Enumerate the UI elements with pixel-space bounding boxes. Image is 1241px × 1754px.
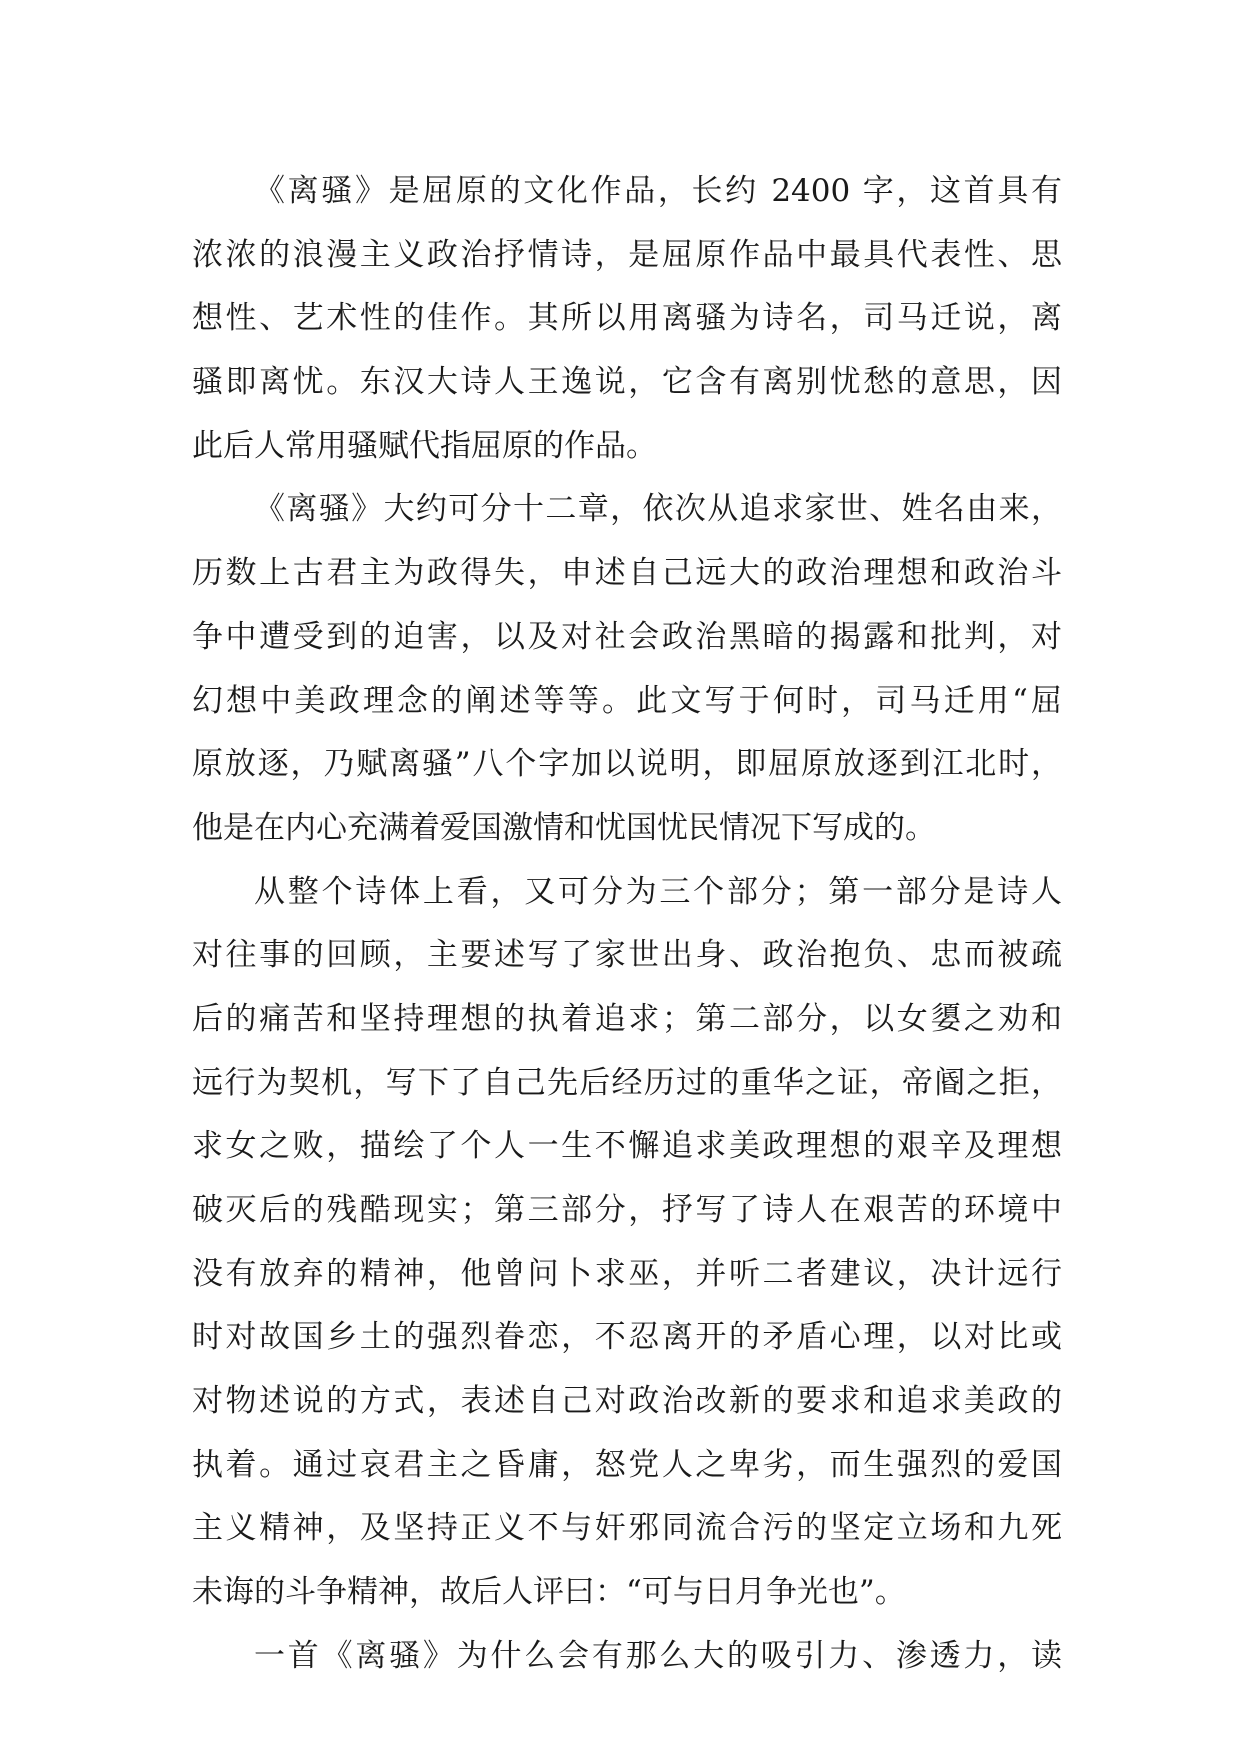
text-line: 从整个诗体上看，又可分为三个部分；第一部分是诗人 [254, 873, 1062, 910]
text-line: 原放逐，乃赋离骚”八个字加以说明，即屈原放逐到江北时， [192, 746, 1062, 783]
text-line: 执着。通过哀君主之昏庸，怒党人之卑劣，而生强烈的爱国 [192, 1446, 1062, 1483]
text-line: 此后人常用骚赋代指屈原的作品。 [192, 427, 657, 464]
document-body [192, 160, 1062, 1689]
text-line: 没有放弃的精神，他曾问卜求巫，并听二者建议，决计远行 [192, 1255, 1062, 1292]
text-line: 求女之败，描绘了个人一生不懈追求美政理想的艰辛及理想 [192, 1128, 1062, 1165]
text-line: 对往事的回顾，主要述写了家世出身、政治抱负、忠而被疏 [192, 937, 1062, 974]
text-line: 历数上古君主为政得失，申述自己远大的政治理想和政治斗 [192, 555, 1062, 592]
text-line: 后的痛苦和坚持理想的执着追求；第二部分，以女嬃之劝和 [192, 1000, 1062, 1037]
text-line: 破灭后的残酷现实；第三部分，抒写了诗人在艰苦的环境中 [192, 1192, 1062, 1228]
text-line: 未诲的斗争精神，故后人评曰：“可与日月争光也”。 [192, 1574, 906, 1611]
text-line: 对物述说的方式，表述自己对政治改新的要求和追求美政的 [192, 1383, 1062, 1420]
text-line: 骚即离忧。东汉大诗人王逸说，它含有离别忧愁的意思，因 [192, 364, 1062, 401]
text-line: 主义精神，及坚持正义不与奸邪同流合污的坚定立场和九死 [192, 1510, 1062, 1547]
paragraph-1 [192, 160, 1062, 478]
text-line: 幻想中美政理念的阐述等等。此文写于何时，司马迁用“屈 [192, 682, 1062, 719]
text-line: 一首《离骚》为什么会有那么大的吸引力、渗透力，读 [254, 1637, 1062, 1674]
text-line: 时对故国乡土的强烈眷恋，不忍离开的矛盾心理，以对比或 [192, 1319, 1062, 1356]
text-line: 想性、艺术性的佳作。其所以用离骚为诗名，司马迁说，离 [192, 300, 1062, 337]
text-line: 浓浓的浪漫主义政治抒情诗，是屈原作品中最具代表性、思 [192, 236, 1062, 273]
paragraph-4 [192, 1625, 1062, 1689]
text-line: 《离骚》是屈原的文化作品，长约 2400 字，这首具有 [254, 173, 1062, 209]
text-line: 《离骚》大约可分十二章，依次从追求家世、姓名由来， [254, 491, 1062, 528]
paragraph-2 [192, 478, 1062, 860]
paragraph-3 [192, 861, 1062, 1625]
text-line: 远行为契机，写下了自己先后经历过的重华之证，帝阍之拒， [192, 1064, 1062, 1101]
text-line: 争中遭受到的迫害，以及对社会政治黑暗的揭露和批判，对 [192, 618, 1062, 655]
text-line: 他是在内心充满着爱国激情和忧国忧民情况下写成的。 [192, 809, 936, 846]
